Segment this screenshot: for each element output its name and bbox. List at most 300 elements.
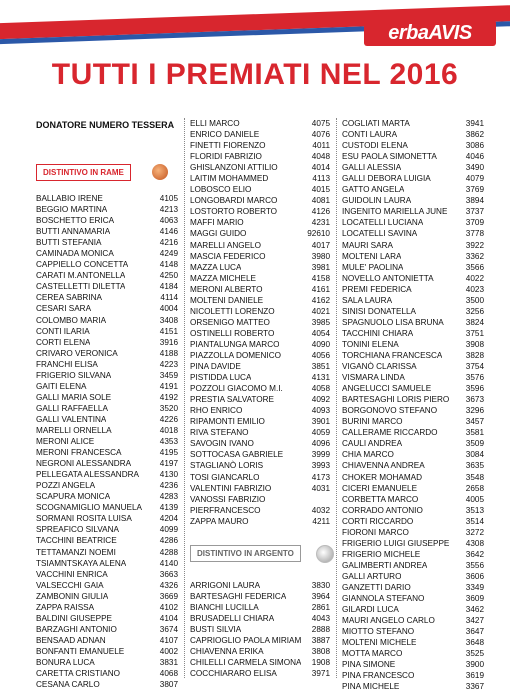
- card-number: 4131: [311, 373, 330, 383]
- donor-name: GANZETTI DARIO: [342, 582, 411, 592]
- card-number: 92610: [307, 229, 330, 239]
- card-number: 4032: [311, 505, 330, 515]
- donor-name: COCCHIARARO ELISA: [190, 669, 277, 679]
- list-item: [342, 549, 484, 560]
- list-item: [190, 449, 330, 460]
- list-item: [36, 425, 178, 436]
- donor-name: CAPPIELLO CONCETTA: [36, 260, 129, 270]
- list-item: [190, 383, 330, 394]
- donor-name: CASTELLETTI DILETTA: [36, 282, 126, 292]
- card-number: 4093: [311, 406, 330, 416]
- donor-name: GALLI VALENTINA: [36, 414, 107, 424]
- card-number: 4188: [159, 348, 178, 358]
- card-number: 4004: [159, 304, 178, 314]
- card-number: 4023: [465, 284, 484, 294]
- card-number: 3576: [465, 373, 484, 383]
- list-item: [190, 228, 330, 239]
- donor-name: TACCHINI BEATRICE: [36, 536, 117, 546]
- card-number: 3887: [311, 636, 330, 646]
- donor-name: VALENTINI FABRIZIO: [190, 483, 272, 493]
- donor-name: CALLERAME RICCARDO: [342, 428, 438, 438]
- card-number: 4107: [159, 635, 178, 645]
- card-number: 3980: [311, 251, 330, 261]
- card-number: 4056: [311, 350, 330, 360]
- card-number: 4005: [465, 494, 484, 504]
- donor-name: CHIAVENNA ANDREA: [342, 461, 425, 471]
- list-item: [190, 317, 330, 328]
- list-item: [190, 460, 330, 471]
- donor-name: NEGRONI ALESSANDRA: [36, 459, 132, 469]
- donor-name: MARELLI ORNELLA: [36, 425, 112, 435]
- donor-name: BALDINI GIUSEPPE: [36, 613, 112, 623]
- list-item: [36, 204, 178, 215]
- donor-name: BONFANTI EMANUELE: [36, 646, 125, 656]
- card-number: 4079: [465, 174, 484, 184]
- donor-name: LOCATELLI SAVINA: [342, 229, 418, 239]
- donor-name: CAMINADA MONICA: [36, 249, 114, 259]
- card-number: 3459: [159, 370, 178, 380]
- list-item: [36, 657, 178, 668]
- list-item: [342, 195, 484, 206]
- list-item: [342, 394, 484, 405]
- copper-medal-icon: [152, 164, 168, 180]
- list-item: [190, 613, 330, 624]
- card-number: 4011: [312, 141, 330, 151]
- donor-name: CAULI ANDREA: [342, 439, 403, 449]
- donor-name: BEGGIO MARTINA: [36, 205, 108, 215]
- list-item: [36, 469, 178, 480]
- list-item: [190, 173, 330, 184]
- list-item: [36, 513, 178, 524]
- donor-name: MERONI ALICE: [36, 437, 95, 447]
- list-item: [36, 480, 178, 491]
- donor-name: ARRIGONI LAURA: [190, 581, 261, 590]
- list-item: [36, 315, 178, 326]
- card-number: 3556: [465, 560, 484, 570]
- card-number: 3500: [465, 295, 484, 305]
- list-item: [342, 449, 484, 460]
- card-number: 3971: [311, 669, 330, 679]
- donor-name: CRIVARO VERONICA: [36, 348, 118, 358]
- donor-name: CHOKER MOHAMAD: [342, 472, 423, 482]
- list-item: [342, 228, 484, 239]
- card-number: 4102: [159, 602, 178, 612]
- card-number: 3824: [465, 317, 484, 327]
- list-item: [190, 505, 330, 516]
- donor-name: MAFFI MARIO: [190, 218, 244, 228]
- card-number: 4099: [159, 525, 178, 535]
- list-item: [342, 438, 484, 449]
- donor-name: MULE' PAOLINA: [342, 262, 404, 272]
- card-number: 3647: [465, 627, 484, 637]
- donor-name: TONINI ELENA: [342, 339, 399, 349]
- donor-name: PREMI FEDERICA: [342, 284, 412, 294]
- donor-name: CHILELLI CARMELA SIMONA: [190, 658, 302, 668]
- card-number: 4308: [465, 538, 484, 548]
- card-number: 3862: [465, 130, 484, 140]
- list-item: [342, 604, 484, 615]
- donor-name: MOLTENI DANIELE: [190, 295, 264, 305]
- card-number: 4092: [311, 395, 330, 405]
- card-number: 4283: [159, 492, 178, 502]
- card-number: 4014: [311, 163, 330, 173]
- card-number: 2861: [311, 603, 330, 613]
- card-number: 4058: [311, 384, 330, 394]
- donor-name: CESANA CARLO: [36, 680, 100, 690]
- card-number: 4015: [311, 185, 330, 195]
- card-number: 4021: [311, 306, 330, 316]
- donor-name: PIANTALUNGA MARCO: [190, 339, 280, 349]
- list-item: [36, 270, 178, 281]
- list-item: [342, 262, 484, 273]
- list-item: [36, 281, 178, 292]
- donor-name: BURINI MARCO: [342, 417, 403, 427]
- card-number: 4139: [159, 503, 178, 513]
- donor-name: BARZAGHI ANTONIO: [36, 624, 117, 634]
- donor-name: COGLIATI MARTA: [342, 119, 410, 128]
- donor-name: SPAGNUOLO LISA BRUNA: [342, 317, 444, 327]
- list-item: [36, 326, 178, 337]
- donor-name: BRUSADELLI CHIARA: [190, 614, 275, 624]
- list-item: [36, 359, 178, 370]
- donor-name: GILARDI LUCA: [342, 605, 399, 615]
- brand-logo: erbaAVIS: [364, 20, 496, 46]
- donor-name: CORRADO ANTONIO: [342, 505, 423, 515]
- card-number: 4148: [159, 260, 178, 270]
- donor-name: PIERFRANCESCO: [190, 505, 261, 515]
- list-item: [36, 403, 178, 414]
- donor-name: FINETTI FIORENZO: [190, 141, 266, 151]
- list-item: [190, 646, 330, 657]
- list-item: [342, 328, 484, 339]
- card-number: 3828: [465, 350, 484, 360]
- card-number: 4211: [312, 516, 330, 526]
- column-divider-2: [336, 118, 337, 678]
- donor-name: BUTTI STEFANIA: [36, 238, 102, 248]
- card-number: 4018: [159, 425, 178, 435]
- donor-name: GALLI MARIA SOLE: [36, 392, 112, 402]
- donor-name: TOSI GIANCARLO: [190, 472, 260, 482]
- card-number: 4216: [159, 238, 178, 248]
- card-number: 2658: [465, 483, 484, 493]
- donor-name: MOLTENI MICHELE: [342, 638, 417, 648]
- donor-name: CARATI M.ANTONELLA: [36, 271, 126, 281]
- donor-name: LONGOBARDI MARCO: [190, 196, 278, 206]
- list-item: [342, 162, 484, 173]
- donor-name: COLOMBO MARIA: [36, 315, 107, 325]
- donor-name: BENSAAD ADNAN: [36, 635, 106, 645]
- list-item: [342, 472, 484, 483]
- list-item: [342, 648, 484, 659]
- list-item: [36, 259, 178, 270]
- list-item: [190, 394, 330, 405]
- card-number: 3642: [465, 549, 484, 559]
- list-item: [190, 624, 330, 635]
- donor-name: PELLEGATA ALESSANDRA: [36, 470, 139, 480]
- card-number: 4002: [159, 646, 178, 656]
- list-item: [190, 273, 330, 284]
- card-number: 3669: [159, 591, 178, 601]
- card-number: 3635: [465, 461, 484, 471]
- card-number: 4195: [159, 448, 178, 458]
- card-number: 3514: [465, 516, 484, 526]
- card-number: 4226: [159, 414, 178, 424]
- list-item: [190, 635, 330, 646]
- list-item: [342, 593, 484, 604]
- donor-name: CONTI LAURA: [342, 130, 398, 140]
- donor-name: PINA MICHELE: [342, 682, 400, 692]
- donor-name: INGENITO MARIELLA JUNE: [342, 207, 448, 217]
- card-number: 3349: [465, 582, 484, 592]
- card-number: 3964: [311, 592, 330, 602]
- card-number: 4231: [311, 218, 330, 228]
- card-number: 4288: [159, 547, 178, 557]
- list-item: [190, 494, 330, 505]
- card-number: 3673: [465, 395, 484, 405]
- list-item: [190, 151, 330, 162]
- card-number: 3985: [311, 317, 330, 327]
- list-item: [342, 317, 484, 328]
- donor-name: CAPRIOGLIO PAOLA MIRIAM: [190, 636, 302, 646]
- list-item: [36, 668, 178, 679]
- card-number: 3709: [465, 218, 484, 228]
- donor-name: LOBOSCO ELIO: [190, 185, 252, 195]
- card-number: 4105: [159, 194, 178, 203]
- donor-name: CEREA SABRINA: [36, 293, 102, 303]
- card-number: 3296: [465, 406, 484, 416]
- donor-name: RHO ENRICO: [190, 406, 243, 416]
- card-number: 3086: [465, 141, 484, 151]
- card-number: 4075: [311, 119, 330, 128]
- list-item: [342, 284, 484, 295]
- list-item: [36, 215, 178, 226]
- card-number: 4096: [311, 439, 330, 449]
- list-item: [190, 668, 330, 679]
- list-item: [342, 295, 484, 306]
- list-item: [190, 516, 330, 527]
- list-item: [190, 580, 330, 591]
- list-item: [342, 582, 484, 593]
- list-item: [36, 193, 178, 204]
- list-item: [342, 516, 484, 527]
- donor-name: VANOSSI FABRIZIO: [190, 494, 266, 504]
- donor-name: CHIA MARCO: [342, 450, 394, 460]
- list-item: [190, 657, 330, 668]
- card-number: 3490: [465, 163, 484, 173]
- donor-name: MAZZA MICHELE: [190, 273, 256, 283]
- card-number: 4192: [159, 392, 178, 402]
- list-item: [342, 129, 484, 140]
- list-item: [36, 635, 178, 646]
- donor-name: NOVELLO ANTONIETTA: [342, 273, 434, 283]
- list-item: [342, 273, 484, 284]
- list-item: [36, 602, 178, 613]
- donor-name: ELLI MARCO: [190, 119, 240, 128]
- donor-name: MOLTENI LARA: [342, 251, 402, 261]
- card-number: 3566: [465, 262, 484, 272]
- donor-name: MIOTTO STEFANO: [342, 627, 415, 637]
- donor-name: CICERI EMANUELE: [342, 483, 418, 493]
- donor-name: MAURI SARA: [342, 240, 393, 250]
- card-number: 4090: [311, 339, 330, 349]
- card-number: 3084: [465, 450, 484, 460]
- card-number: 4173: [311, 472, 330, 482]
- card-number: 4197: [159, 459, 178, 469]
- list-item: [342, 560, 484, 571]
- list-item: [190, 438, 330, 449]
- list-item: [36, 613, 178, 624]
- card-number: 4158: [311, 273, 330, 283]
- card-number: 4161: [311, 284, 330, 294]
- donor-name: TACCHINI CHIARA: [342, 328, 414, 338]
- list-item: [36, 392, 178, 403]
- card-number: 4081: [311, 196, 330, 206]
- donor-name: POZZOLI GIACOMO M.I.: [190, 384, 283, 394]
- list-item: [342, 416, 484, 427]
- card-number: 4146: [159, 227, 178, 237]
- list-item: [342, 637, 484, 648]
- list-item: [36, 447, 178, 458]
- card-number: 4191: [159, 381, 178, 391]
- donor-name: SPREAFICO SILVANA: [36, 525, 119, 535]
- card-number: 3831: [159, 657, 178, 667]
- list-item: [36, 337, 178, 348]
- donor-name: FRIGERIO MICHELE: [342, 549, 421, 559]
- donor-name: PINA DAVIDE: [190, 362, 241, 372]
- card-number: 3462: [465, 605, 484, 615]
- list-item: [190, 295, 330, 306]
- card-number: 3362: [465, 251, 484, 261]
- list-item: [36, 524, 178, 535]
- card-number: 3922: [465, 240, 484, 250]
- card-number: 4031: [311, 483, 330, 493]
- card-number: 4250: [159, 271, 178, 281]
- card-number: 3999: [311, 450, 330, 460]
- list-item: [190, 206, 330, 217]
- card-number: 3513: [465, 505, 484, 515]
- card-number: 3778: [465, 229, 484, 239]
- column-divider-1: [184, 118, 185, 678]
- list-item: [342, 494, 484, 505]
- card-number: 3769: [465, 185, 484, 195]
- card-number: 4162: [311, 295, 330, 305]
- donor-name: BARTESAGHI LORIS PIERO: [342, 395, 450, 405]
- list-item: [190, 162, 330, 173]
- card-number: 3674: [159, 624, 178, 634]
- card-number: 4326: [159, 580, 178, 590]
- list-item: [190, 361, 330, 372]
- list-item: [342, 527, 484, 538]
- donor-name: MOTTA MARCO: [342, 649, 403, 659]
- card-number: 3520: [159, 403, 178, 413]
- column-1-list: [36, 193, 178, 690]
- card-number: [328, 494, 330, 505]
- donor-name: RIPAMONTI EMILIO: [190, 417, 265, 427]
- list-item: [190, 251, 330, 262]
- list-item: [342, 118, 484, 129]
- donor-name: PINA SIMONE: [342, 660, 396, 670]
- list-item: [36, 547, 178, 558]
- card-number: 4236: [159, 481, 178, 491]
- card-number: 4076: [311, 130, 330, 140]
- list-item: [36, 491, 178, 502]
- card-number: 3851: [311, 362, 330, 372]
- donor-name: ENRICO DANIELE: [190, 130, 260, 140]
- card-number: 4126: [311, 207, 330, 217]
- list-item: [342, 339, 484, 350]
- card-number: 1908: [311, 658, 330, 668]
- donor-name: BALLABIO IRENE: [36, 194, 103, 203]
- card-number: 4353: [159, 437, 178, 447]
- donor-name: BUSTI SILVIA: [190, 625, 242, 635]
- list-item: [342, 140, 484, 151]
- donor-name: POZZI ANGELA: [36, 481, 96, 491]
- card-number: 4043: [311, 614, 330, 624]
- donor-name: SALA LAURA: [342, 295, 393, 305]
- list-item: [342, 405, 484, 416]
- list-item: [36, 458, 178, 469]
- donor-name: GALLI DEBORA LUIGIA: [342, 174, 431, 184]
- card-number: 4184: [159, 282, 178, 292]
- list-item: [342, 460, 484, 471]
- card-number: 3894: [465, 196, 484, 206]
- list-item: [342, 306, 484, 317]
- card-number: 4140: [159, 558, 178, 568]
- list-item: [36, 591, 178, 602]
- card-number: 3900: [465, 660, 484, 670]
- list-item: [190, 240, 330, 251]
- card-number: 3916: [159, 337, 178, 347]
- list-item: [36, 381, 178, 392]
- donor-name: BARTESAGHI FEDERICA: [190, 592, 287, 602]
- donor-name: MASCIA FEDERICO: [190, 251, 266, 261]
- list-item: [36, 348, 178, 359]
- donor-name: ORSENIGO MATTEO: [190, 317, 270, 327]
- card-number: 4213: [159, 205, 178, 215]
- donor-name: ZAMBONIN GIULIA: [36, 591, 109, 601]
- card-number: 4113: [312, 174, 330, 184]
- donor-name: RIVA STEFANO: [190, 428, 249, 438]
- donor-name: SORMANI ROSITA LUISA: [36, 514, 132, 524]
- list-item: [36, 569, 178, 580]
- card-number: 3807: [159, 680, 178, 690]
- column-header: DONATORE NUMERO TESSERA: [36, 120, 175, 130]
- donor-name: SCAPURA MONICA: [36, 492, 111, 502]
- card-number: 4048: [311, 152, 330, 162]
- donor-name: CESARI SARA: [36, 304, 92, 314]
- card-number: 3367: [465, 682, 484, 692]
- donor-name: BORGONOVO STEFANO: [342, 406, 438, 416]
- donor-name: SAVOGIN IVANO: [190, 439, 254, 449]
- list-item: [190, 217, 330, 228]
- list-item: [190, 591, 330, 602]
- card-number: 3663: [159, 569, 178, 579]
- card-number: 4114: [160, 293, 178, 303]
- donor-name: VACCHINI ENRICA: [36, 569, 108, 579]
- card-number: 4063: [159, 216, 178, 226]
- card-number: 4054: [311, 328, 330, 338]
- donor-name: GHISLANZONI ATTILIO: [190, 163, 278, 173]
- card-number: 4046: [465, 152, 484, 162]
- list-item: [342, 427, 484, 438]
- card-number: 3509: [465, 439, 484, 449]
- list-item: [190, 472, 330, 483]
- card-number: 3619: [465, 671, 484, 681]
- list-item: [190, 118, 330, 129]
- list-item: [190, 427, 330, 438]
- donor-name: CORTI RICCARDO: [342, 516, 414, 526]
- donor-name: TORCHIANA FRANCESCA: [342, 350, 443, 360]
